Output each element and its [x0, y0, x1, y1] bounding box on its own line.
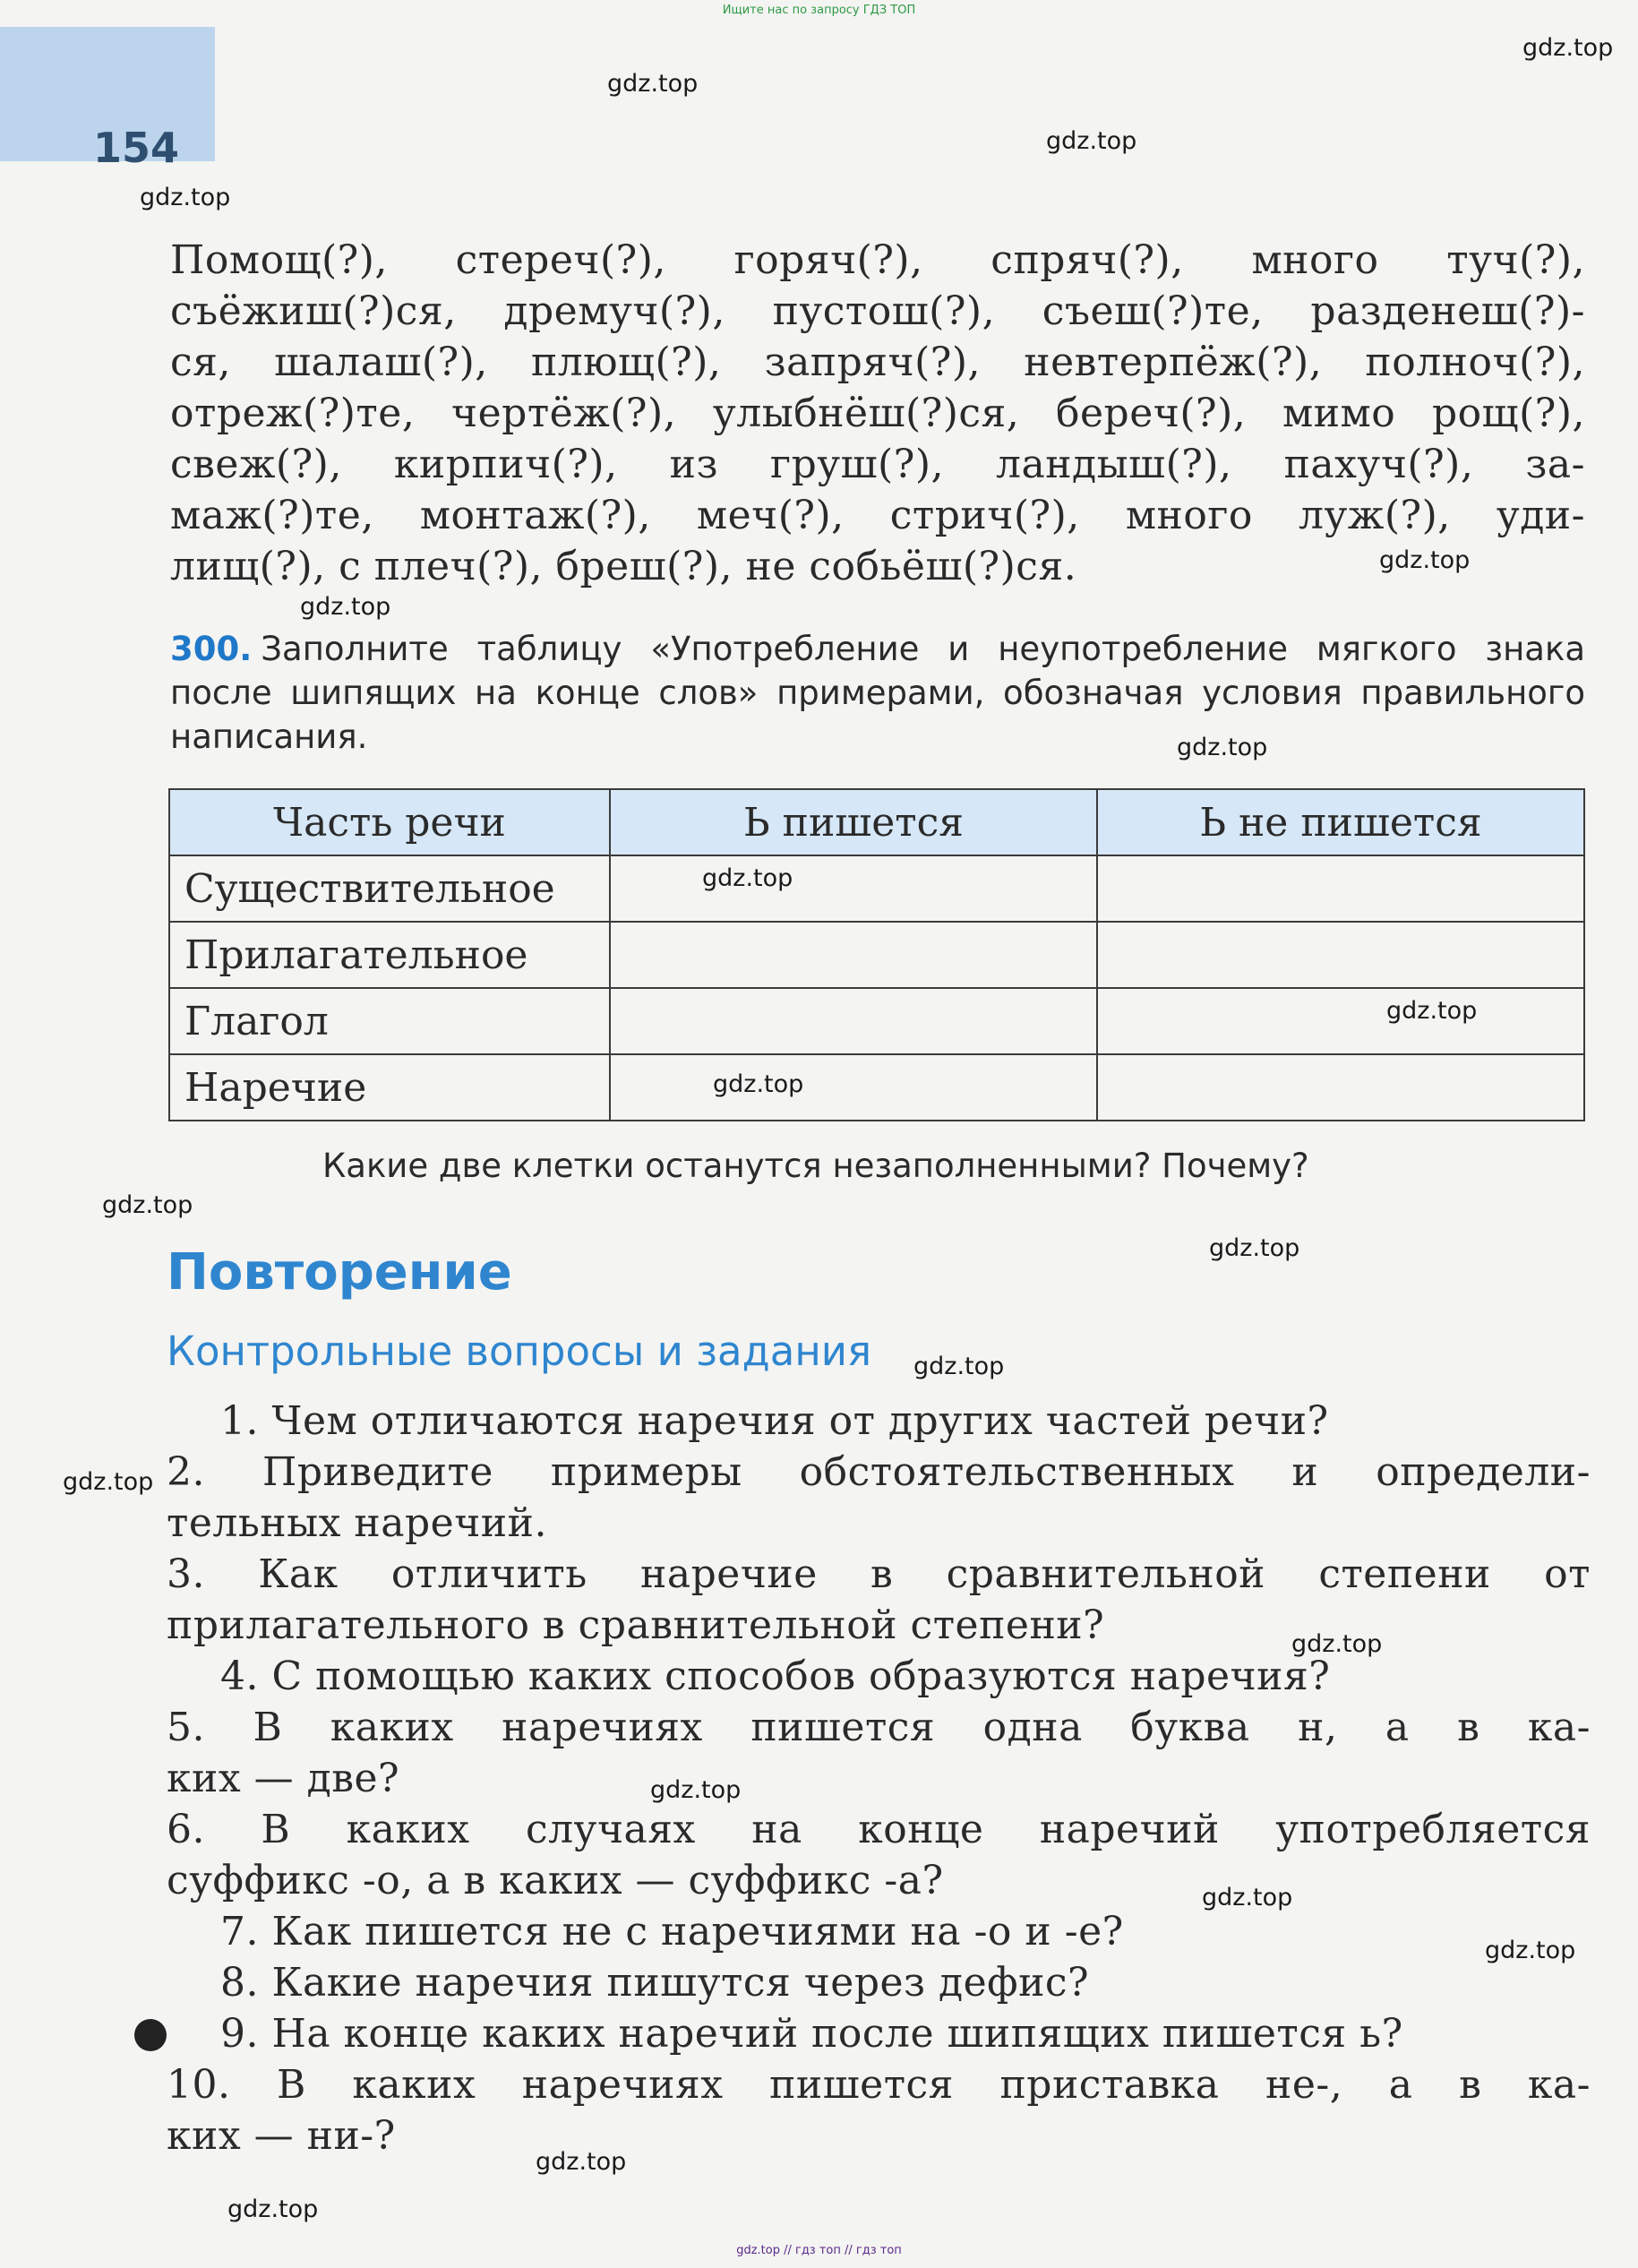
table-header-cell: Часть речи — [169, 789, 610, 855]
table-cell — [1097, 855, 1584, 922]
table-row — [169, 855, 1584, 922]
exercise-line: Помощ(?), стереч(?), горяч(?), спряч(?), много туч(?), — [170, 237, 1585, 283]
review-question: 10. В каких наречиях пишется приставка не-, а в ка- — [167, 2062, 1591, 2108]
task-text: Заполните таблицу «Употребление и неупотребление мягкого знака после шипящих на конце слов» примерами, обозначая условия правильного написания. — [170, 630, 1585, 756]
table-cell: Наречие — [169, 1054, 610, 1121]
review-question: 2. Приведите примеры обстоятельственных и определи- — [167, 1449, 1591, 1495]
table-header-row — [169, 789, 1584, 855]
watermark: gdz.top — [1177, 734, 1268, 761]
review-question: 1. Чем отличаются наречия от других частей речи? — [220, 1398, 1329, 1444]
bottom-banner: gdz.top // гдз топ // гдз топ — [736, 2244, 902, 2257]
watermark: gdz.top — [536, 2148, 627, 2176]
table-cell — [1097, 1054, 1584, 1121]
watermark: gdz.top — [227, 2195, 319, 2223]
watermark: gdz.top — [1379, 546, 1471, 574]
exercise-line: съёжиш(?)ся, дремуч(?), пустош(?), съеш(?)те, разденеш(?)- — [170, 288, 1585, 334]
review-question: прилагательного в сравнительной степени? — [167, 1602, 1105, 1648]
review-question: 5. В каких наречиях пишется одна буква н, а в ка- — [167, 1705, 1591, 1750]
exercise-line: свеж(?), кирпич(?), из груш(?), ландыш(?), пахуч(?), за- — [170, 442, 1585, 487]
exercise-line: лищ(?), с плеч(?), бреш(?), не собьёш(?)ся. — [170, 544, 1077, 589]
watermark: gdz.top — [913, 1353, 1005, 1380]
section-title: Повторение — [167, 1243, 512, 1302]
page-number: 154 — [93, 124, 180, 172]
review-question: 4. С помощью каких способов образуются наречия? — [220, 1654, 1331, 1699]
table-cell: Существительное — [169, 855, 610, 922]
table-cell — [1097, 988, 1584, 1054]
review-question: тельных наречий. — [167, 1500, 547, 1546]
table-cell — [1097, 922, 1584, 988]
review-question: 6. В каких случаях на конце наречий употребляется — [167, 1807, 1591, 1852]
watermark: gdz.top — [102, 1191, 193, 1219]
review-question: 9. На конце каких наречий после шипящих пишется ь? — [220, 2011, 1403, 2057]
table-question: Какие две клетки останутся незаполненными? Почему? — [322, 1147, 1309, 1185]
table-cell — [610, 1054, 1097, 1121]
task-number: 300. — [170, 630, 253, 668]
exercise-line: маж(?)те, монтаж(?), меч(?), стрич(?), много луж(?), уди- — [170, 493, 1585, 538]
subsection-title: Контрольные вопросы и задания — [167, 1327, 872, 1375]
watermark: gdz.top — [607, 70, 699, 98]
table-cell: Прилагательное — [169, 922, 610, 988]
review-question: 3. Как отличить наречие в сравнительной степени от — [167, 1551, 1591, 1597]
top-banner: Ищите нас по запросу ГДЗ ТОП — [722, 4, 916, 17]
watermark: gdz.top — [1046, 127, 1137, 155]
watermark: gdz.top — [140, 184, 231, 211]
review-question: 7. Как пишется не с наречиями на -о и -е? — [220, 1909, 1124, 1954]
review-question: ких — ни-? — [167, 2113, 396, 2159]
review-question: ких — две? — [167, 1756, 400, 1801]
watermark: gdz.top — [1291, 1630, 1383, 1658]
watermark: gdz.top — [1202, 1884, 1293, 1911]
watermark: gdz.top — [650, 1776, 742, 1804]
table-cell: Глагол — [169, 988, 610, 1054]
watermark: gdz.top — [300, 593, 391, 621]
task-300 — [170, 627, 1585, 759]
exercise-line: отреж(?)те, чертёж(?), улыбнёш(?)ся, береч(?), мимо рощ(?), — [170, 391, 1585, 436]
ink-blot — [134, 2019, 167, 2051]
usage-table — [168, 788, 1585, 1121]
table-header-cell: Ь пишется — [610, 789, 1097, 855]
watermark: gdz.top — [63, 1468, 154, 1496]
review-question: суффикс -о, а в каких — суффикс -а? — [167, 1858, 944, 1903]
watermark: gdz.top — [1522, 34, 1614, 62]
table-row — [169, 1054, 1584, 1121]
watermark: gdz.top — [1386, 997, 1478, 1025]
watermark: gdz.top — [1209, 1234, 1300, 1262]
table-cell — [610, 922, 1097, 988]
table-cell — [610, 988, 1097, 1054]
watermark: gdz.top — [713, 1070, 804, 1098]
table-row — [169, 922, 1584, 988]
watermark: gdz.top — [702, 864, 793, 892]
table-header-cell: Ь не пишется — [1097, 789, 1584, 855]
watermark: gdz.top — [1485, 1937, 1576, 1964]
exercise-line: ся, шалаш(?), плющ(?), запряч(?), невтерпёж(?), полноч(?), — [170, 339, 1585, 385]
table-row — [169, 988, 1584, 1054]
table-cell — [610, 855, 1097, 922]
review-question: 8. Какие наречия пишутся через дефис? — [220, 1960, 1090, 2006]
